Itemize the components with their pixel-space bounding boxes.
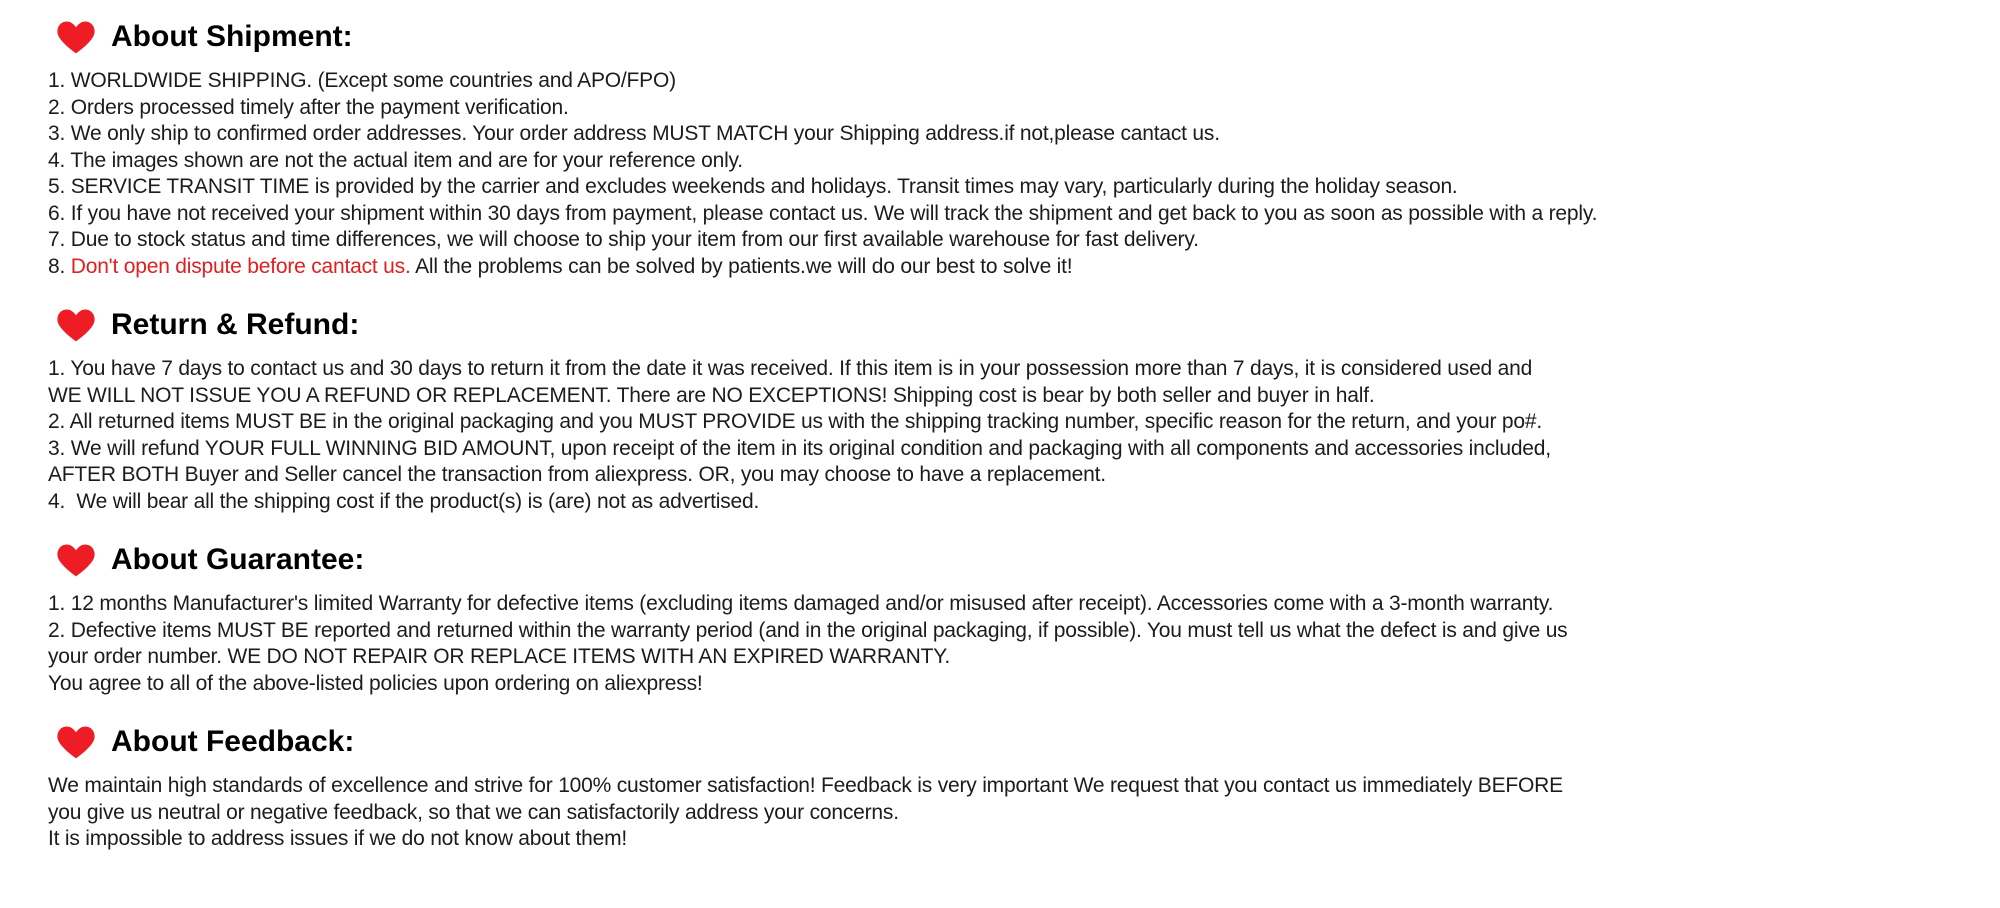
section-body (48, 591, 2000, 697)
policy-section (48, 16, 2000, 280)
policy-text: 2. All returned items MUST BE in the original packaging and you MUST PROVIDE us with the shipping tracking number, specific reason for the return, and your po#. (48, 410, 1542, 433)
policy-text: It is impossible to address issues if we do not know about them! (48, 827, 627, 850)
section-body (48, 68, 2000, 280)
policy-line (48, 671, 2000, 698)
policy-line (48, 489, 2000, 516)
policy-text: 6. If you have not received your shipment within 30 days from payment, please contact us. We will track the shipment and get back to you as soon as possible with a reply. (48, 201, 1598, 225)
policy-line (48, 227, 2000, 254)
section-heading (56, 304, 2000, 346)
policy-text: you give us neutral or negative feedback, so that we can satisfactorily address your concerns. (48, 800, 899, 824)
policy-text: 1. You have 7 days to contact us and 30 days to return it from the date it was received. If this item is in your possession more than 7 days, it is considered used and (48, 357, 1533, 380)
policy-sections (48, 16, 2000, 853)
policy-line (48, 826, 2000, 853)
policy-line (48, 174, 2000, 201)
policy-line (48, 800, 2000, 827)
policy-text: AFTER BOTH Buyer and Seller cancel the transaction from aliexpress. OR, you may choose to have a replacement. (48, 463, 1106, 486)
policy-section (48, 721, 2000, 853)
section-heading (56, 539, 2000, 581)
policy-line (48, 95, 2000, 122)
policy-section (48, 304, 2000, 515)
section-body (48, 773, 2000, 853)
policy-line (48, 462, 2000, 489)
policy-line (48, 201, 2000, 228)
policy-text: 7. Due to stock status and time differences, we will choose to ship your item from our first available warehouse for fast delivery. (48, 228, 1199, 251)
policy-line (48, 254, 2000, 281)
policy-text: 5. SERVICE TRANSIT TIME is provided by the carrier and excludes weekends and holidays. Transit times may vary, particularly during the holiday season. (48, 175, 1458, 198)
policy-text: 3. We only ship to confirmed order addresses. Your order address MUST MATCH your Shipping address.if not,please cantact us. (48, 122, 1220, 145)
policy-line (48, 436, 2000, 463)
policy-text: 4. The images shown are not the actual item and are for your reference only. (48, 148, 743, 172)
policy-line (48, 121, 2000, 148)
policy-text: 1. 12 months Manufacturer's limited Warranty for defective items (excluding items damaged and/or misused after receipt). Accessories come with a 3-month warranty. (48, 592, 1554, 615)
policy-line (48, 644, 2000, 671)
section-heading-text: About Feedback: (111, 725, 355, 758)
policy-text: WE WILL NOT ISSUE YOU A REFUND OR REPLACEMENT. There are NO EXCEPTIONS! Shipping cost is bear by both seller and buyer in half. (48, 383, 1375, 407)
heart-icon (56, 724, 96, 760)
policy-text: 2. Defective items MUST BE reported and returned within the warranty period (and in the original packaging, if possible). You must tell us what the defect is and give us (48, 618, 1568, 642)
policy-text: We maintain high standards of excellence and strive for 100% customer satisfaction! Feedback is very important We request that you contact us immediately BEFORE (48, 774, 1563, 797)
section-heading-text: About Shipment: (111, 20, 353, 53)
policy-line (48, 409, 2000, 436)
policy-text: 1. WORLDWIDE SHIPPING. (Except some countries and APO/FPO) (48, 69, 676, 92)
section-heading-text: About Guarantee: (111, 543, 365, 576)
policy-section (48, 539, 2000, 697)
policy-text: All the problems can be solved by patients.we will do our best to solve it! (410, 254, 1073, 278)
policy-text: 8. (48, 254, 71, 278)
section-body (48, 356, 2000, 515)
heart-icon (56, 307, 96, 343)
section-heading (56, 16, 2000, 58)
section-heading-text: Return & Refund: (111, 308, 360, 341)
policy-line (48, 356, 2000, 383)
policy-text-red: Don't open dispute before cantact us. (70, 254, 411, 278)
heart-icon (56, 19, 96, 55)
policy-line (48, 618, 2000, 645)
policy-text: 2. Orders processed timely after the payment verification. (48, 95, 569, 119)
policy-text: 4. We will bear all the shipping cost if the product(s) is (are) not as advertised. (48, 489, 760, 513)
policy-line (48, 383, 2000, 410)
policy-line (48, 591, 2000, 618)
policy-text: 3. We will refund YOUR FULL WINNING BID AMOUNT, upon receipt of the item in its original condition and packaging with all components and accessories included, (48, 436, 1551, 460)
heart-icon (56, 542, 96, 578)
policy-line (48, 68, 2000, 95)
policy-line (48, 773, 2000, 800)
policy-line (48, 148, 2000, 175)
section-heading (56, 721, 2000, 763)
policy-text: You agree to all of the above-listed policies upon ordering on aliexpress! (48, 671, 703, 695)
policy-text: your order number. WE DO NOT REPAIR OR REPLACE ITEMS WITH AN EXPIRED WARRANTY. (48, 645, 950, 668)
